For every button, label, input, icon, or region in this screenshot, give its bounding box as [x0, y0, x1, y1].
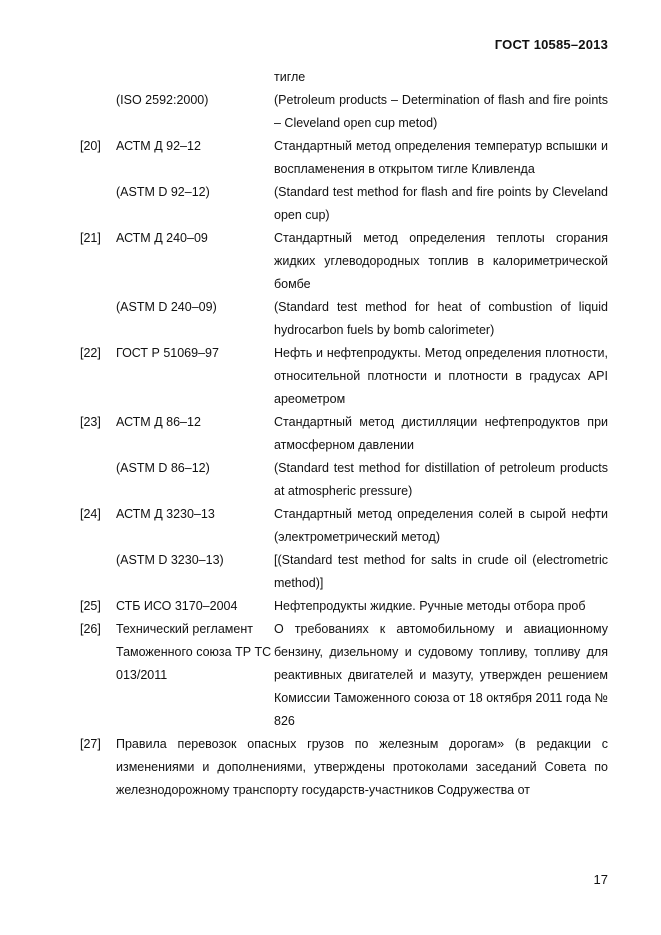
- entry-code: (ISO 2592:2000): [116, 93, 209, 107]
- entry-code: СТБ ИСО 3170–2004: [116, 599, 238, 613]
- entry-description: (Standard test method for flash and fire points by Cleveland open cup): [274, 185, 608, 222]
- entry-code: (ASTM D 86–12): [116, 461, 210, 475]
- entry-number: [25]: [80, 599, 101, 613]
- entry-code: (ASTM D 240–09): [116, 300, 217, 314]
- entry-number: [23]: [80, 415, 101, 429]
- reference-entry: [80, 733, 608, 802]
- reference-entry: [80, 135, 608, 181]
- document-header: ГОСТ 10585–2013: [494, 37, 608, 52]
- entry-code: АСТМ Д 86–12: [116, 415, 201, 429]
- entry-number: [20]: [80, 139, 101, 153]
- entry-code: АСТМ Д 240–09: [116, 231, 208, 245]
- reference-entry: [80, 66, 608, 89]
- entry-code: АСТМ Д 92–12: [116, 139, 201, 153]
- reference-entry: [80, 342, 608, 411]
- entry-description: Нефть и нефтепродукты. Метод определения плотности, относительной плотности и плотности в градусах API ареометром: [274, 346, 608, 406]
- entry-description: (Standard test method for heat of combustion of liquid hydrocarbon fuels by bomb calorimeter): [274, 300, 608, 337]
- entry-description: Стандартный метод определения солей в сырой нефти (электрометрический метод): [274, 507, 608, 544]
- entry-description: Правила перевозок опасных грузов по железным дорогам» (в редакции с изменениями и дополнениями, утверждены протоколами заседаний Совета по железнодорожному транспорту государств-участников Содружества от: [116, 737, 608, 797]
- entry-code: (ASTM D 3230–13): [116, 553, 224, 567]
- reference-entry: [80, 181, 608, 227]
- entry-description: О требованиях к автомобильному и авиационному бензину, дизельному и судовому топливу, топливу для реактивных двигателей и мазуту, утвержден решением Комиссии Таможенного союза от 18 октября 2011 года № 826: [274, 622, 608, 728]
- reference-entry: [80, 296, 608, 342]
- entry-description: (Petroleum products – Determination of flash and fire points – Cleveland open cup metod): [274, 93, 608, 130]
- reference-entry: [80, 411, 608, 457]
- entry-description: Стандартный метод определения температур вспышки и воспламенения в открытом тигле Кливленда: [274, 139, 608, 176]
- entry-code: (ASTM D 92–12): [116, 185, 210, 199]
- reference-entry: [80, 457, 608, 503]
- entry-description: [(Standard test method for salts in crude oil (electrometric method)]: [274, 553, 608, 590]
- entry-description: Стандартный метод дистилляции нефтепродуктов при атмосферном давлении: [274, 415, 608, 452]
- reference-entry: [80, 89, 608, 135]
- entry-description: Стандартный метод определения теплоты сгорания жидких углеводородных топлив в калориметрической бомбе: [274, 231, 608, 291]
- reference-list: [80, 66, 608, 802]
- entry-number: [27]: [80, 737, 101, 751]
- entry-code: ГОСТ Р 51069–97: [116, 346, 219, 360]
- entry-number: [26]: [80, 622, 101, 636]
- reference-entry: [80, 503, 608, 549]
- entry-description: (Standard test method for distillation of petroleum products at atmospheric pressure): [274, 461, 608, 498]
- entry-code: Технический регламент Таможенного союза ТР ТС 013/2011: [116, 622, 272, 682]
- entry-code: АСТМ Д 3230–13: [116, 507, 215, 521]
- reference-entry: [80, 549, 608, 595]
- entry-description: Нефтепродукты жидкие. Ручные методы отбора проб: [274, 599, 586, 613]
- entry-description: тигле: [274, 70, 306, 84]
- reference-entry: [80, 618, 608, 733]
- entry-number: [24]: [80, 507, 101, 521]
- entry-number: [22]: [80, 346, 101, 360]
- entry-number: [21]: [80, 231, 101, 245]
- page-number: 17: [593, 872, 608, 887]
- reference-entry: [80, 227, 608, 296]
- reference-entry: [80, 595, 608, 618]
